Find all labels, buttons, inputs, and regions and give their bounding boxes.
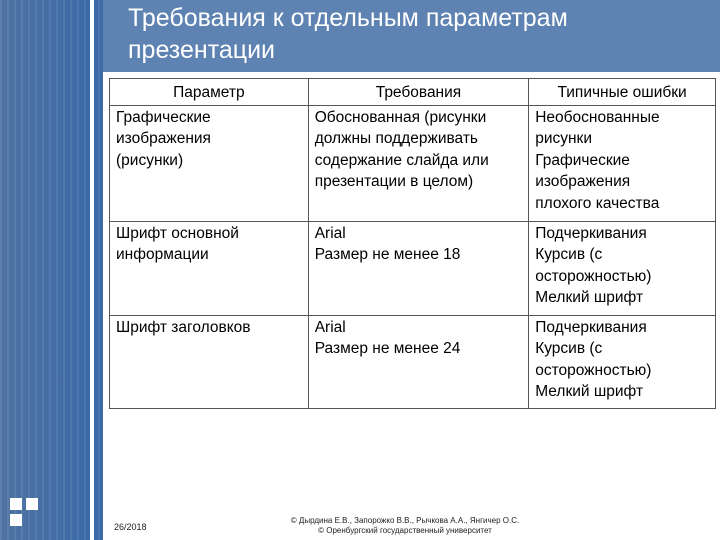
decorative-square [26, 498, 38, 510]
cell-line: Подчеркивания [535, 318, 647, 336]
column-header-typical-errors: Типичные ошибки [529, 79, 716, 106]
cell-line: Курсив (с [535, 246, 603, 263]
cell-line: (рисунки) [116, 151, 184, 169]
cell-parameter [110, 315, 309, 408]
footer-date: 26/2018 [114, 522, 147, 532]
cell-parameter [110, 105, 309, 221]
column-header-requirements: Требования [308, 79, 529, 106]
cell-line: информации [116, 246, 209, 263]
cell-requirements [308, 105, 529, 221]
cell-line: Графические [116, 108, 211, 126]
cell-typical-errors [529, 221, 716, 315]
cell-typical-errors [529, 105, 716, 221]
cell-line: Arial [314, 318, 346, 336]
cell-requirements [308, 315, 529, 408]
decorative-square [10, 498, 22, 510]
cell-line: Необоснованные [535, 108, 660, 126]
cell-line: изображения [116, 130, 211, 147]
cell-line: Размер не менее 24 [314, 340, 461, 357]
table-row [110, 315, 716, 408]
cell-line: Размер не менее 18 [314, 246, 461, 263]
column-header-parameter: Параметр [110, 79, 309, 106]
cell-line: Подчеркивания [535, 224, 647, 242]
cell-line: Arial [314, 224, 346, 242]
decorative-square [10, 514, 22, 526]
left-decorative-band [0, 0, 103, 540]
requirements-table [109, 78, 716, 409]
cell-requirements [308, 221, 529, 315]
footer-page-number: Стр. 32 [668, 522, 699, 532]
cell-line: Шрифт основной [116, 224, 239, 242]
cell-line: Шрифт заголовков [116, 318, 251, 336]
cell-line: рисунки [535, 130, 592, 147]
cell-parameter [110, 221, 309, 315]
cell-line: осторожностью) [535, 361, 652, 379]
cell-typical-errors [529, 315, 716, 408]
cell-line: Графические [535, 151, 630, 169]
footer-copyright-line-2: © Оренбургский государственный университет [318, 526, 492, 535]
cell-line: содержание слайда или [314, 151, 489, 169]
cell-line: презентации в целом) [314, 173, 474, 190]
table-header-row [110, 79, 716, 106]
table-row [110, 221, 716, 315]
cell-line: Мелкий шрифт [535, 383, 644, 400]
slide-title-line-1: Требования к отдельным параметрам [128, 4, 568, 32]
cell-line: Мелкий шрифт [535, 289, 644, 306]
slide-title [128, 2, 708, 66]
cell-line: должны поддерживать [314, 130, 478, 147]
cell-line: осторожностью) [535, 267, 652, 285]
footer-copyright [240, 516, 570, 536]
cell-line: Курсив (с [535, 340, 603, 357]
slide-title-line-2: презентации [128, 36, 276, 64]
cell-line: изображения [535, 173, 631, 190]
cell-line: плохого качества [535, 194, 660, 212]
table-row [110, 105, 716, 221]
cell-line: Обоснованная (рисунки [314, 108, 487, 126]
footer-copyright-line-1: © Дырдина Е.В., Запорожко В.В., Рычкова А.А., Янгичер О.С. [290, 516, 520, 525]
